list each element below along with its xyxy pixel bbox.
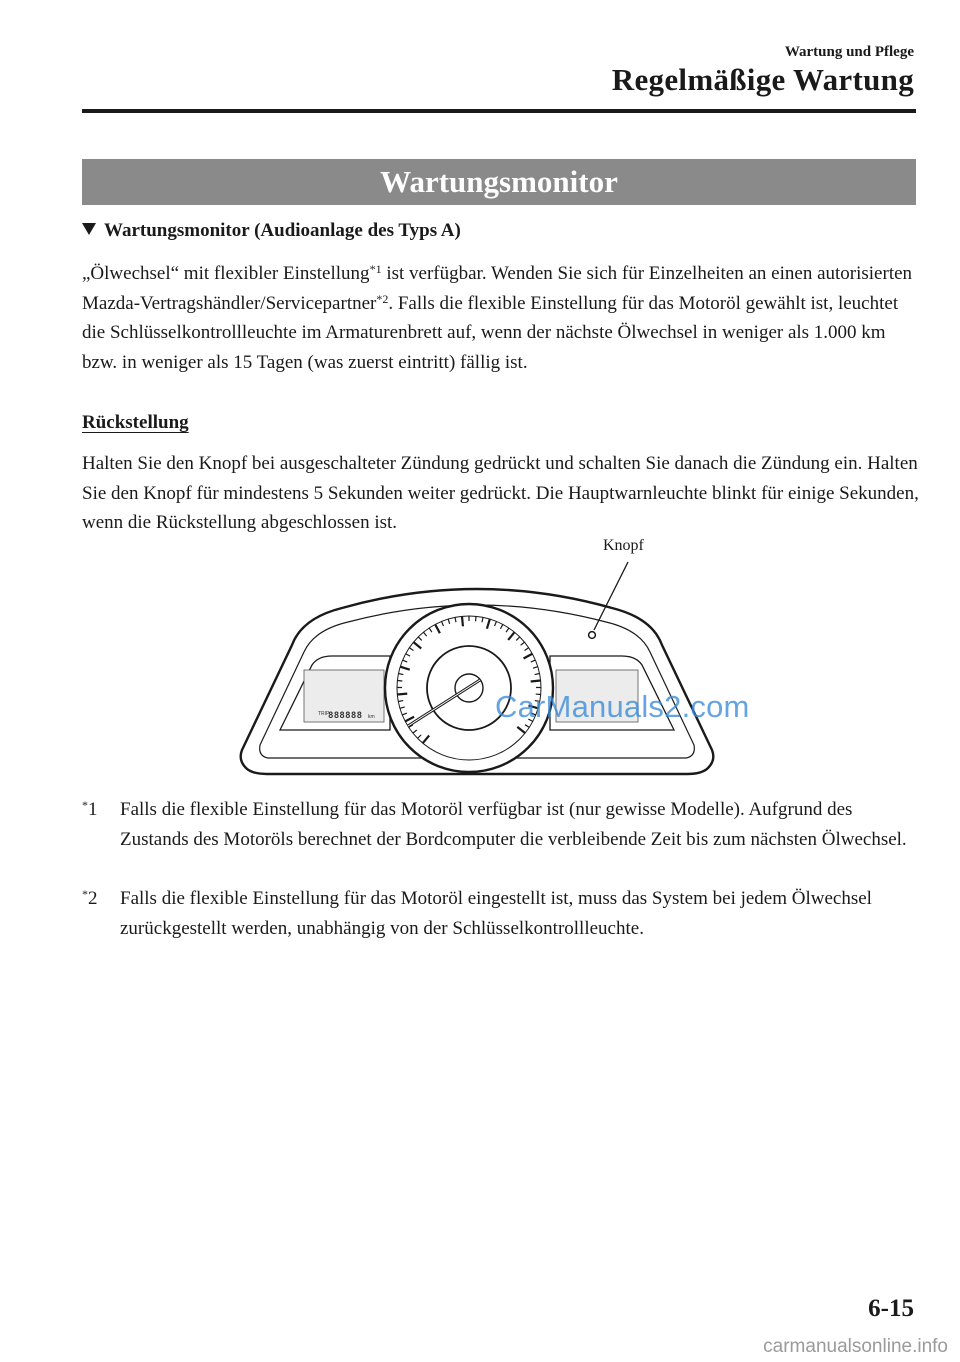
- footnote-ref-2[interactable]: *2: [376, 291, 389, 306]
- instrument-cluster-diagram: [232, 560, 722, 792]
- intro-paragraph: [82, 259, 922, 377]
- odometer-value: 888888: [328, 711, 363, 721]
- site-watermark: carmanualsonline.info: [763, 1336, 948, 1357]
- footnote-text-2: Falls die flexible Einstellung für das Motoröl eingestellt ist, muss das System bei jedem Ölwechsel zurückgestellt werden, unabhängig von der Schlüsselkontrollleuchte.: [120, 888, 872, 939]
- footnote-mark-2: *2: [82, 887, 98, 909]
- intro-text-3: . Falls die flexible Einstellung für das Motoröl gewählt ist, leuchtet die Schlüsselkontrollleuchte im Armaturenbrett auf, wenn der nächste Ölwechsel in weniger als 1.000 km bzw. in weniger als 15 Tagen (was zuerst eintritt) fällig ist.: [82, 292, 899, 373]
- page-header-title: Regelmäßige Wartung: [611, 62, 914, 97]
- odometer-unit: km: [368, 714, 375, 720]
- speedometer-tick: [531, 680, 541, 681]
- footnote-1: [82, 795, 922, 854]
- page-number: 6-15: [868, 1295, 914, 1322]
- header-rule: [82, 109, 916, 113]
- section-banner: Wartungsmonitor: [82, 159, 916, 205]
- odometer-trip-label: TRIP: [318, 711, 330, 717]
- subheading: [82, 220, 461, 242]
- reset-knob-button: [589, 632, 596, 639]
- footnote-mark-1: *1: [82, 798, 98, 820]
- header-section-label: Wartung und Pflege: [784, 44, 914, 60]
- knopf-callout-label: Knopf: [603, 537, 644, 554]
- footnote-2: [82, 884, 922, 943]
- speedometer-tick: [397, 680, 402, 681]
- speedometer-tick: [462, 616, 463, 626]
- watermark: CarManuals2.com: [495, 689, 750, 724]
- reset-paragraph: Halten Sie den Knopf bei ausgeschalteter Zündung gedrückt und schalten Sie danach die Zündung ein. Halten Sie den Knopf für mindestens 5 Sekunden weiter gedrückt. Die Hauptwarnleuchte blinkt für einige Sekunden, wenn die Rückstellung abgeschlossen ist.: [82, 453, 919, 533]
- intro-text-2: ist verfügbar. Wenden Sie sich für Einzelheiten an einen autorisierten Mazda-Vertragshändler/Servicepartner: [82, 263, 913, 314]
- intro-text-1: „Ölwechsel“ mit flexibler Einstellung: [82, 263, 370, 284]
- reset-heading: Rückstellung: [82, 412, 189, 433]
- footnote-ref-1[interactable]: *1: [369, 262, 382, 276]
- footnote-text-1: Falls die flexible Einstellung für das Motoröl verfügbar ist (nur gewisse Modelle). Aufgrund des Zustands des Motoröls berechnet der Bordcomputer die verbleibende Zeit bis zum nächsten Ölwechsel.: [120, 799, 907, 850]
- subheading-text: Wartungsmonitor (Audioanlage des Typs A): [104, 220, 461, 241]
- speedometer-tick: [397, 694, 407, 695]
- triangle-bullet-icon: [82, 223, 96, 235]
